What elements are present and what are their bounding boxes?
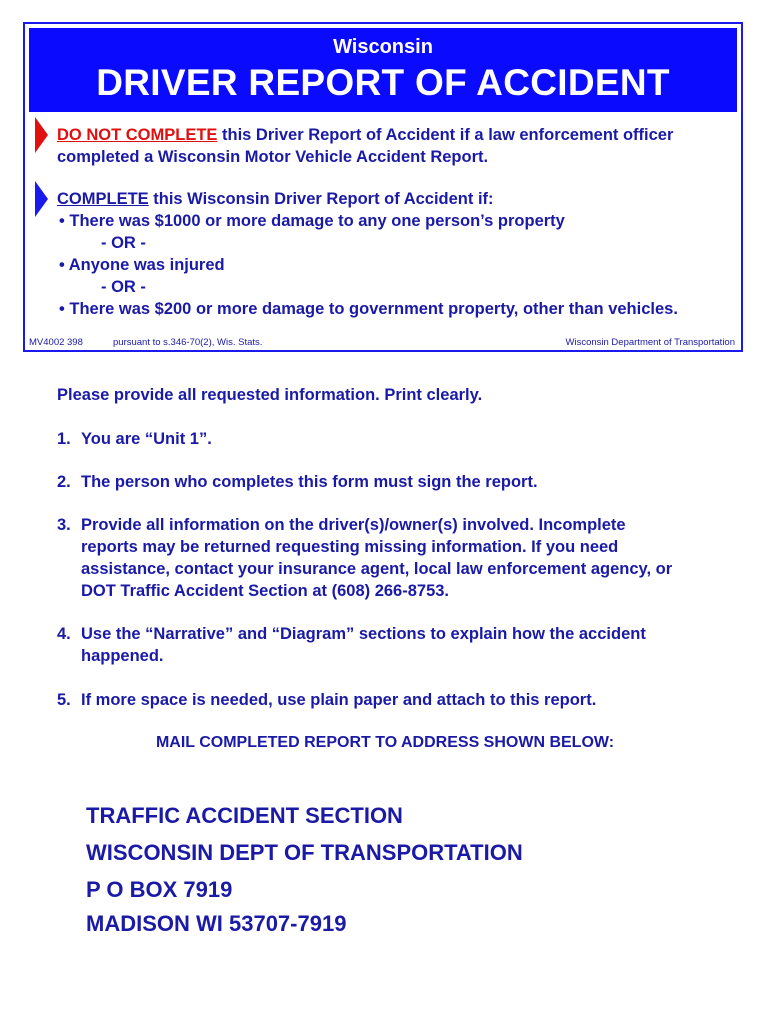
red-arrow-icon: [35, 117, 48, 153]
form-code: MV4002 398: [29, 337, 83, 348]
complete-conditions: [57, 188, 731, 320]
instruction-item: [57, 471, 737, 493]
do-not-complete-label: DO NOT COMPLETE: [57, 126, 218, 144]
do-not-complete-line1: [57, 124, 731, 146]
or-separator: - OR -: [101, 278, 146, 296]
instruction-item: [57, 623, 737, 667]
complete-line: [57, 188, 731, 210]
address-line-po-box: P O BOX 7919: [86, 877, 233, 902]
instructions-intro: Please provide all requested information. Print clearly.: [57, 386, 483, 404]
instruction-text: If more space is needed, use plain paper and attach to this report.: [81, 691, 597, 709]
instruction-text: assistance, contact your insurance agent, local law enforcement agency, or: [81, 560, 673, 578]
instruction-number: 5.: [57, 691, 71, 709]
do-not-complete-notice: [57, 124, 731, 168]
instruction-item: [57, 689, 737, 711]
form-header: [29, 28, 737, 112]
do-not-complete-text: this Driver Report of Accident if a law enforcement officer: [217, 126, 674, 144]
blue-arrow-icon: [35, 181, 48, 217]
mail-heading: MAIL COMPLETED REPORT TO ADDRESS SHOWN BELOW:: [155, 734, 615, 751]
instruction-text: happened.: [81, 647, 164, 665]
or-separator: - OR -: [101, 234, 146, 252]
instruction-number: 1.: [57, 430, 71, 448]
header-subtitle: Wisconsin: [333, 36, 433, 58]
instruction-text: DOT Traffic Accident Section at (608) 266-8753.: [81, 582, 450, 600]
instruction-number: 4.: [57, 625, 71, 643]
department-name: Wisconsin Department of Transportation: [565, 337, 735, 348]
page-title: DRIVER REPORT OF ACCIDENT: [96, 62, 670, 103]
do-not-complete-line2: completed a Wisconsin Motor Vehicle Accident Report.: [57, 148, 489, 166]
instruction-item: [57, 514, 737, 602]
condition-bullet: • There was $200 or more damage to government property, other than vehicles.: [59, 300, 678, 318]
instruction-text: You are “Unit 1”.: [81, 430, 212, 448]
instruction-number: 3.: [57, 516, 71, 534]
notice-box: [23, 22, 743, 352]
address-line-department: WISCONSIN DEPT OF TRANSPORTATION: [86, 840, 523, 865]
complete-label: COMPLETE: [57, 190, 149, 208]
instruction-number: 2.: [57, 473, 71, 491]
instruction-text: The person who completes this form must sign the report.: [81, 473, 538, 491]
instruction-item: [57, 428, 737, 450]
statute-reference: pursuant to s.346-70(2), Wis. Stats.: [113, 337, 263, 348]
condition-bullet: • Anyone was injured: [59, 256, 225, 274]
instruction-text: Provide all information on the driver(s)/owner(s) involved. Incomplete: [81, 516, 626, 534]
instruction-text: reports may be returned requesting missing information. If you need: [81, 538, 619, 556]
address-line-section: TRAFFIC ACCIDENT SECTION: [86, 803, 403, 828]
instruction-text: Use the “Narrative” and “Diagram” sections to explain how the accident: [81, 625, 646, 643]
address-line-city: MADISON WI 53707-7919: [86, 911, 347, 936]
condition-bullet: • There was $1000 or more damage to any one person’s property: [59, 212, 565, 230]
complete-text: this Wisconsin Driver Report of Accident if:: [148, 190, 494, 208]
